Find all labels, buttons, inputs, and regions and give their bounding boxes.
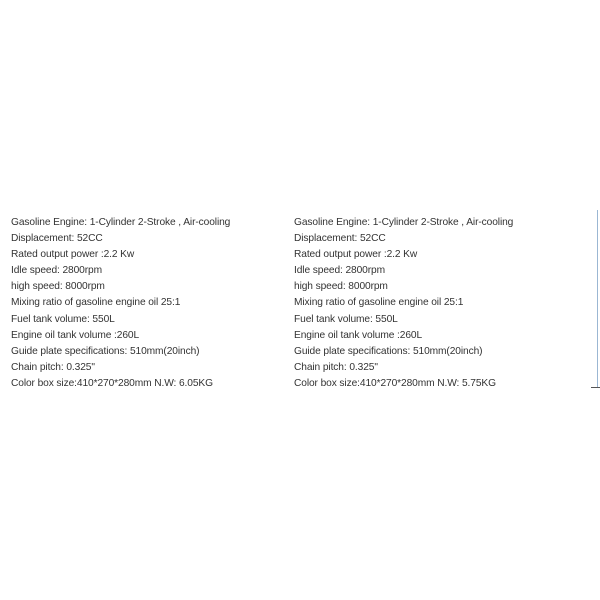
spec-line: Engine oil tank volume :260L: [294, 329, 423, 341]
right-spec-list: [294, 215, 594, 392]
right-edge-tick: [591, 387, 600, 388]
spec-line: Rated output power :2.2 Kw: [11, 249, 135, 261]
spec-line: Rated output power :2.2 Kw: [294, 249, 418, 261]
spec-line: Color box size:410*270*280mm N.W: 6.05KG: [11, 377, 213, 389]
spec-line: high speed: 8000rpm: [294, 281, 388, 293]
spec-line: high speed: 8000rpm: [11, 281, 105, 293]
left-spec-list: [11, 215, 281, 392]
spec-line: Displacement: 52CC: [11, 233, 103, 245]
spec-line: Chain pitch: 0.325": [11, 361, 95, 373]
spec-line: Fuel tank volume: 550L: [11, 313, 115, 325]
spec-line: Fuel tank volume: 550L: [294, 313, 398, 325]
spec-line: Displacement: 52CC: [294, 233, 386, 245]
spec-line: Chain pitch: 0.325": [294, 361, 378, 373]
spec-line: Guide plate specifications: 510mm(20inch): [294, 345, 483, 357]
spec-line: Color box size:410*270*280mm N.W: 5.75KG: [294, 377, 496, 389]
spec-line: Mixing ratio of gasoline engine oil 25:1: [11, 297, 181, 309]
spec-line: Idle speed: 2800rpm: [11, 265, 102, 277]
spec-line: Gasoline Engine: 1-Cylinder 2-Stroke , Air-cooling: [11, 217, 231, 228]
spec-line: Idle speed: 2800rpm: [294, 265, 385, 277]
spec-line: Gasoline Engine: 1-Cylinder 2-Stroke , Air-cooling: [294, 217, 514, 228]
spec-line: Engine oil tank volume :260L: [11, 329, 140, 341]
spec-line: Guide plate specifications: 510mm(20inch): [11, 345, 200, 357]
spec-line: Mixing ratio of gasoline engine oil 25:1: [294, 297, 464, 309]
right-edge-line: [597, 210, 598, 388]
